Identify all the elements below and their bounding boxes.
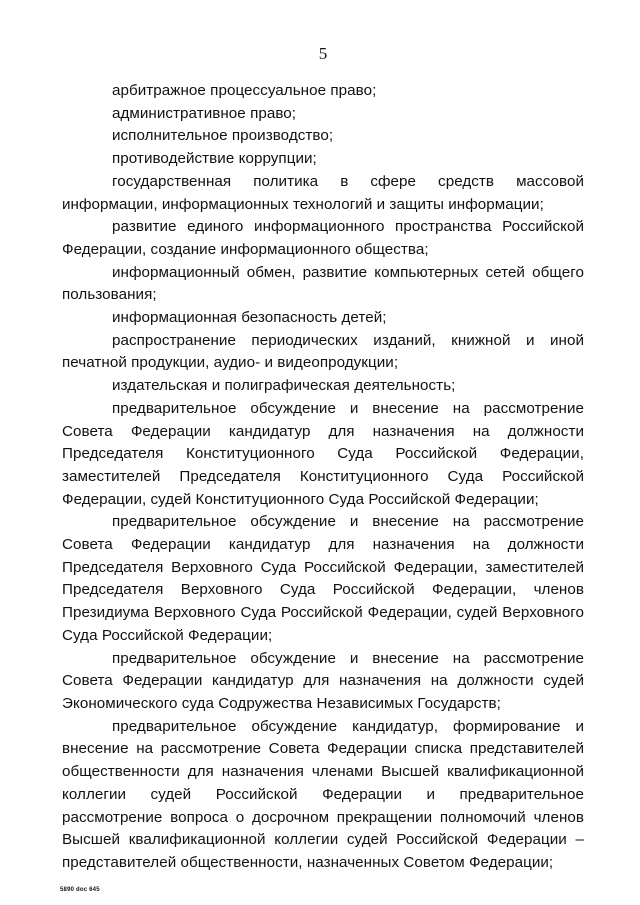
paragraph: административное право; xyxy=(112,104,297,122)
paragraph: предварительное обсуждение кандидатур, формирование и внесение на рассмотрение Совета Федерации списка представителей общественности для назначения членами Высшей квалификационной коллегии судей Российской Федерации и предварительное рассмотрение вопроса о досрочном прекращении полномочий членов Высшей квалификационной коллегии судей Российской Федерации – представителей общественности, назначенных Советом Федерации; xyxy=(62,717,584,871)
page-number: 5 xyxy=(318,44,328,63)
document-body xyxy=(62,80,584,875)
paragraph: информационный обмен, развитие компьютерных сетей общего пользования; xyxy=(62,263,584,304)
document-code: 5890 doc 645 xyxy=(60,887,100,893)
paragraph: государственная политика в сфере средств массовой информации, информационных технологий и защиты информации; xyxy=(62,172,584,213)
paragraph: предварительное обсуждение и внесение на рассмотрение Совета Федерации кандидатур для назначения на должности Председателя Конституционного Суда Российской Федерации, заместителей Председателя Конституционного Суда Российской Федерации, судей Конституционного Суда Российской Федерации; xyxy=(62,399,584,508)
paragraph: информационная безопасность детей; xyxy=(112,309,387,327)
paragraph: исполнительное производство; xyxy=(112,127,334,145)
paragraph: предварительное обсуждение и внесение на рассмотрение Совета Федерации кандидатур для назначения на должности судей Экономического суда Содружества Независимых Государств; xyxy=(62,649,584,712)
paragraph: противодействие коррупции; xyxy=(112,150,317,168)
paragraph: издательская и полиграфическая деятельность; xyxy=(112,377,456,395)
paragraph: развитие единого информационного пространства Российской Федерации, создание информационного общества; xyxy=(62,218,584,258)
paragraph: распространение периодических изданий, книжной и иной печатной продукции, аудио- и видеопродукции; xyxy=(62,331,584,372)
paragraph: арбитражное процессуальное право; xyxy=(112,82,377,99)
paragraph: предварительное обсуждение и внесение на рассмотрение Совета Федерации кандидатур для назначения на должности Председателя Верховного Суда Российской Федерации, заместителей Председателя Верховного Суда Российской Федерации, членов Президиума Верховного Суда Российской Федерации, судей Верховного Суда Российской Федерации; xyxy=(62,513,584,644)
